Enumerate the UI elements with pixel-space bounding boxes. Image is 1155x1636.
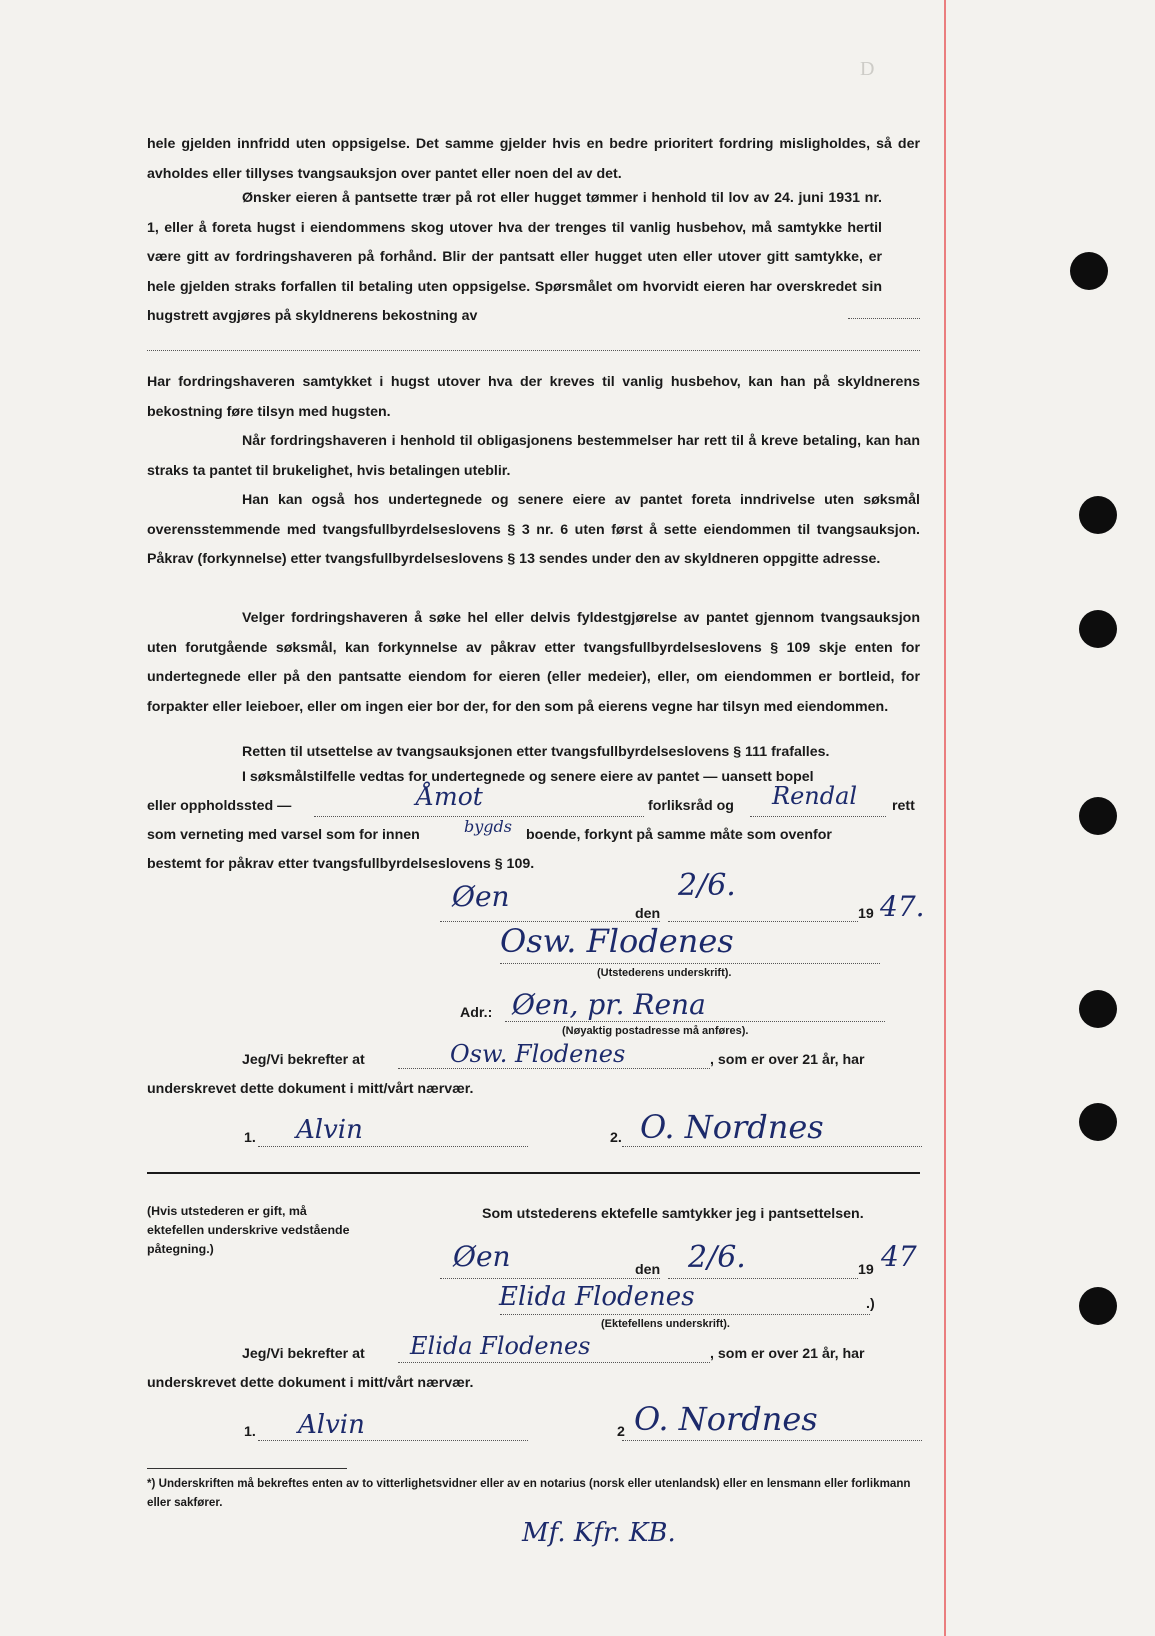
venue-line-3b: boende, forkynt på samme måte som ovenfor [526,827,832,843]
fill-line [505,1021,885,1022]
paragraph-3: Har fordringshaveren samtykket i hugst utover hva der kreves til vanlig husbehov, kan han på skyldnerens bekostning føre tilsyn med hugsten. [147,374,920,420]
punch-hole [1070,252,1108,290]
paragraph-6: Velger fordringshaveren å søke hel eller delvis fyldestgjørelse av pantet gjennom tvangsauksjon uten forutgående søksmål, kan forkynnelse av påkrav etter tvangsfullbyrdelseslovens § 109 skje enten for undertegnede eller på den pantsatte eiendom for eieren (eller medeier), eller, om eiendommen er bortleid, for forpakter eller leieboer, eller om ingen eier bor der, for den som på eierens vegne har tilsyn med eiendommen. [147,610,920,715]
handwritten-signature: Osw. Flodenes [500,922,734,960]
fill-line [750,816,886,817]
punch-hole [1079,1103,1117,1141]
paragraph-2: Ønsker eieren å pantsette trær på rot eller hugget tømmer i henhold til lov av 24. juni 1931 nr. 1, eller å foreta hugst i eiendommens skog utover hva der trenges til vanlig husbehov, må samtykke hertil være gitt av fordringshaveren på forhånd. Blir der pantsatt eller hugget uten eller utover gitt samtykke, er hele gjelden straks forfallen til betaling uten oppsigelse. Spørsmålet om hvorvidt eieren har overskredet sin hugstrett avgjøres på skyldnerens bekostning av [147,190,882,324]
fill-line [147,350,920,351]
venue-line-3a: som verneting med varsel som for innen [147,827,420,843]
punch-hole [1079,1287,1117,1325]
punch-hole [1079,496,1117,534]
punch-hole [1079,990,1117,1028]
spouse-witness-2-label: 2 [617,1424,625,1440]
spouse-close-paren: .) [866,1296,875,1312]
handwritten-confirm-name: Osw. Flodenes [450,1040,626,1068]
confirm-suffix: , som er over 21 år, har [710,1052,865,1068]
handwritten-forliksrad: Åmot [416,782,483,811]
fill-line [668,1278,858,1279]
handwritten-bottom-note: Mf. Kfr. KB. [522,1518,676,1548]
venue-line-2b: forliksråd og [648,798,734,814]
paragraph-4: Når fordringshaveren i henhold til obligasjonens bestemmelser har rett til å kreve betaling, kan han straks ta pantet til brukelighet, hvis betalingen uteblir. [147,433,920,479]
paragraph-5: Han kan også hos undertegnede og senere eiere av pantet foreta inndrivelse uten søksmål overensstemmende med tvangsfullbyrdelseslovens § 3 nr. 6 uten først å sette eiendommen til tvangsauksjon. Påkrav (forkynnelse) etter tvangsfullbyrdelseslovens § 13 sendes under den av skyldneren oppgitte adresse. [147,492,920,567]
spouse-den-label: den [635,1262,661,1278]
spouse-witness-1-label: 1. [244,1424,256,1440]
handwritten-witness-2: O. Nordnes [640,1108,824,1146]
spouse-year-prefix: 19 [858,1262,874,1278]
fill-line [398,1068,710,1069]
date-den-label: den [635,906,661,922]
witness-1-label: 1. [244,1130,256,1146]
handwritten-date: 2/6. [678,868,736,903]
fill-line [500,1314,870,1315]
punch-hole [1079,610,1117,648]
witness-2-label: 2. [610,1130,622,1146]
caption-signature: (Utstederens underskrift). [597,967,732,979]
margin-line [944,0,946,1636]
section-divider [147,1172,920,1174]
handwritten-spouse-witness-1: Alvin [298,1410,365,1440]
handwritten-place: Øen [452,880,510,913]
handwritten-spouse-place: Øen [453,1240,511,1273]
venue-line-4: bestemt for påkrav etter tvangsfullbyrdelseslovens § 109. [147,856,535,872]
year-prefix: 19 [858,906,874,922]
spouse-note: (Hvis utstederen er gift, må ektefellen underskrive vedstående påtegning.) [147,1204,350,1256]
handwritten-spouse-signature: Elida Flodenes [499,1282,695,1312]
venue-line-1: I søksmålstilfelle vedtas for undertegnede og senere eiere av pantet — uansett bopel [242,769,814,785]
fill-line [258,1146,528,1147]
handwritten-spouse-date: 2/6. [688,1240,746,1275]
adr-label: Adr.: [460,1005,493,1021]
handwritten-spouse-year: 47 [881,1240,917,1273]
fill-line [398,1362,710,1363]
footnote: *) Underskriften må bekreftes enten av to vitterlighetsvidner eller av en notarius (norsk eller utenlandsk) eller en lensmann eller forlikmann eller sakfører. [147,1477,911,1509]
fill-line [500,963,880,964]
handwritten-spouse-confirm-name: Elida Flodenes [410,1332,591,1360]
handwritten-address: Øen, pr. Rena [512,988,706,1021]
fill-line [848,318,920,319]
spouse-consent: Som utstederens ektefelle samtykker jeg i pantsettelsen. [482,1206,864,1222]
handwritten-witness-1: Alvin [296,1115,363,1145]
handwritten-bygd: bygds [464,817,512,836]
fill-line [622,1440,922,1441]
spouse-confirm-suffix: , som er over 21 år, har [710,1346,865,1362]
confirm-line-2: underskrevet dette dokument i mitt/vårt nærvær. [147,1081,474,1097]
spouse-confirm-label: Jeg/Vi bekrefter at [242,1346,365,1362]
paragraph-1: hele gjelden innfridd uten oppsigelse. Det samme gjelder hvis en bedre prioritert fordring misligholdes, så der avholdes eller tillyses tvangsauksjon over pantet eller noen del av det. [147,136,920,182]
venue-line-2a: eller oppholdssted — [147,798,292,814]
faint-header-text: D [860,58,875,80]
caption-spouse-signature: (Ektefellens underskrift). [601,1318,730,1330]
caption-address: (Nøyaktig postadresse må anføres). [562,1025,749,1037]
confirm-label: Jeg/Vi bekrefter at [242,1052,365,1068]
paragraph-7: Retten til utsettelse av tvangsauksjonen etter tvangsfullbyrdelseslovens § 111 frafalles. [242,744,830,760]
punch-hole [1079,797,1117,835]
fill-line [440,1278,660,1279]
fill-line [622,1146,922,1147]
spouse-confirm-line-2: underskrevet dette dokument i mitt/vårt nærvær. [147,1375,474,1391]
venue-line-2c: rett [892,798,915,814]
handwritten-year: 47. [880,890,925,923]
handwritten-rett: Rendal [772,782,858,810]
handwritten-spouse-witness-2: O. Nordnes [634,1400,818,1438]
fill-line [258,1440,528,1441]
footnote-rule [147,1468,347,1469]
